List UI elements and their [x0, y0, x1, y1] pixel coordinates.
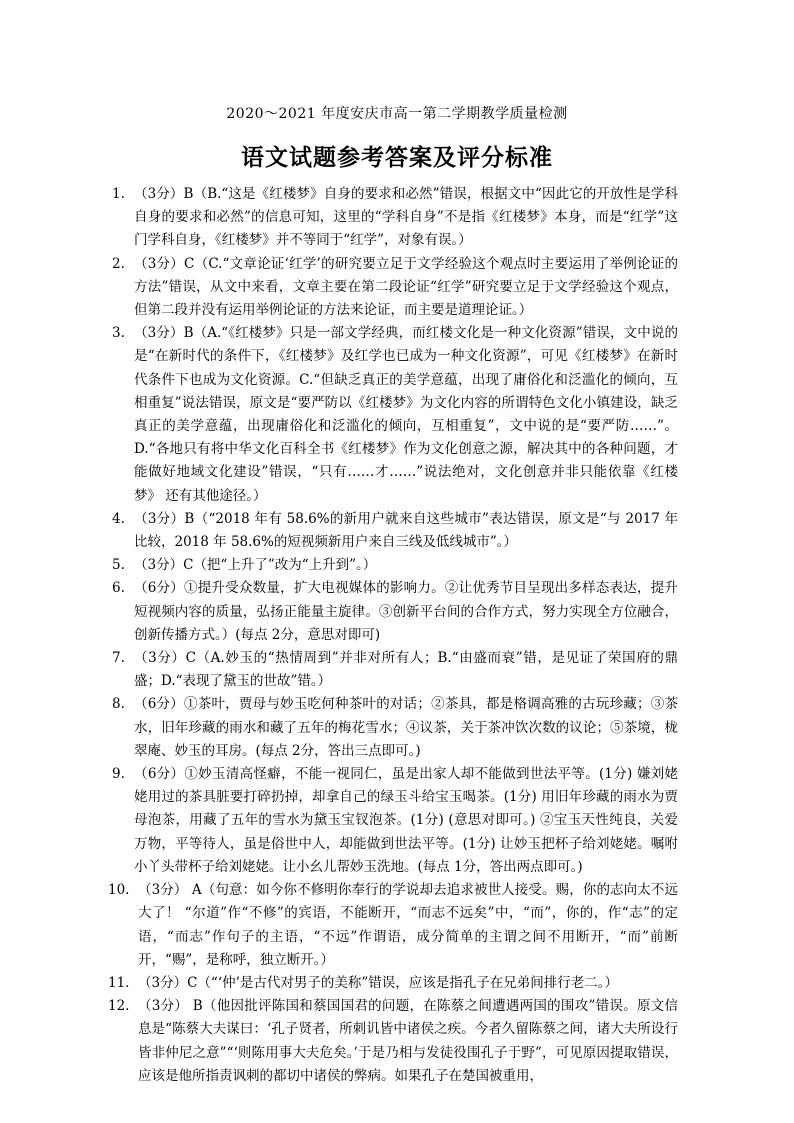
answer-item-3	[112, 322, 678, 508]
answer-number: 12.	[108, 998, 130, 1015]
answer-item-5	[112, 554, 678, 577]
answer-number: 3.	[112, 325, 125, 342]
answer-text: （6分）①提升受众数量，扩大电视媒体的影响力。②让优秀节目呈现出多样态表达，提升短视频内容的质量，弘扬正能量主旋律。③创新平台间的合作方式，努力实现全方位融合，创新传播方式。）(每点 2分，意思对即可)	[134, 580, 678, 643]
answer-item-12	[108, 995, 678, 1088]
answer-number: 9.	[112, 766, 125, 783]
answer-item-11	[108, 972, 678, 995]
answer-number: 8.	[112, 696, 125, 713]
answer-text: （3分）C（“‘仲’是古代对男子的美称”错误，应该是指孔子在兄弟间排行老二。）	[138, 974, 619, 991]
answer-text: （3分）B（“2018 年有 58.6%的新用户就来自这些城市”表达错误，原文是“与 2017 年比较，2018 年 58.6%的短视频新用户来自三线及低线城市”。）	[134, 510, 678, 551]
page-title: 语文试题参考答案及评分标准	[241, 144, 553, 171]
answer-item-4	[112, 508, 678, 554]
answer-number: 5.	[112, 557, 125, 574]
answer-item-8	[112, 693, 678, 763]
answer-text: （6分）①茶叶，贾母与妙玉吃何种茶叶的对话；②茶具，都是格调高雅的古玩珍藏；③茶水，旧年珍藏的雨水和藏了五年的梅花雪水；④议茶，关于茶冲饮次数的议论；⑤茶境，栊翠庵、妙玉的耳房。(每点 2分，答出三点即可。)	[134, 696, 678, 759]
answer-number: 6.	[112, 580, 125, 597]
answer-text: （3分） B（他因批评陈国和蔡国国君的问题，在陈蔡之间遭遇两国的围攻”错误。原文信息是“陈蔡大夫谋曰：‘孔子贤者，所刺讥皆中诸侯之疾。今者久留陈蔡之间，诸大夫所设行皆非仲尼之意”“‘则陈用事大夫危矣。’于是乃相与发徒役围孔子于野”，可见原因提取错误，应该是他所指责讽刺的都切中诸侯的弊病。如果孔子在楚国被重用，	[138, 998, 678, 1084]
answer-text: （3分） A（句意：如今你不修明你奉行的学说却去追求被世人接受。赐，你的志向太不远大了！ “尔道”作“不修”的宾语，不能断开，“而志不远矣”中，“而”，你的，作“志”的定语，“而志”作句子的主语，“不远”作谓语，成分简单的主谓之间不用断开，“而”前断开，“赐”，是称呼，独立断开。）	[138, 882, 678, 968]
answer-number: 1.	[112, 186, 125, 202]
answer-number: 4.	[112, 510, 125, 527]
exam-subtitle: 2020～2021 年度安庆市高一第二学期教学质量检测	[226, 106, 568, 122]
answer-list	[108, 183, 678, 1088]
answer-item-1	[112, 183, 678, 253]
answer-text: （3分）B（B.“这是《红楼梦》自身的要求和必然”错误，根据文中“因此它的开放性是学科自身的要求和必然”的信息可知，这里的“学科自身”不是指《红楼梦》本身，而是“红学”这门学科自身，《红楼梦》并不等同于“红学”，对象有误。）	[134, 186, 678, 249]
answer-text: （3分）B（A.“《红楼梦》只是一部文学经典，而红楼文化是一种文化资源”错误，文中说的是“在新时代的条件下，《红楼梦》及红学也已成为一种文化资源”，可见《红楼梦》在新时代条件下也成为文化资源。C.“但缺乏真正的美学意蕴，出现了庸俗化和泛滥化的倾向，互相重复”说法错误，原文是“要严防以《红楼梦》为文化内容的所谓特色文化小镇建设，缺乏真正的美学意蕴，出现庸俗化和泛滥化的倾向，互相重复”，文中说的是“要严防……”。D.“各地只有将中华文化百科全书《红楼梦》作为文化创意之源，解决其中的各种问题，才能做好地域文化建设”错误，“只有……才……”说法绝对，文化创意并非只能依靠《红楼梦》 还有其他途径。）	[134, 325, 678, 504]
answer-number: 11.	[108, 974, 130, 991]
answer-number: 10.	[108, 882, 130, 899]
answer-number: 2.	[112, 255, 125, 272]
answer-item-10	[108, 879, 678, 972]
answer-text: （3分）C（C.“文章论证‘红学’的研究要立足于文学经验这个观点时主要运用了举例论证的方法”错误，从文中来看，文章主要在第二段论证“红学”研究要立足于文学经验这个观点，但第二段并没有运用举例论证的方法来论证，而主要是道理论证。）	[134, 255, 678, 319]
answer-text: （3分）C（A.妙玉的“热情周到”并非对所有人；B.“由盛而衰”错，是见证了荣国府的鼎盛；D.“表现了黛玉的世故”错。）	[134, 650, 678, 690]
answer-item-7	[112, 647, 678, 693]
answer-text: （3分）C（把“上升了”改为“上升到”。）	[134, 557, 377, 574]
answer-item-6	[112, 577, 678, 647]
answer-item-9	[112, 763, 678, 879]
answer-text: （6分）①妙玉清高怪癖，不能一视同仁，虽是出家人却不能做到世法平等。(1分) 嫌刘姥姥用过的茶具脏要打碎扔掉，却拿自己的绿玉斗给宝玉喝茶。(1分) 用旧年珍藏的雨水为贾母泡茶，用藏了五年的雪水为黛玉宝钗泡茶。(1分) (意思对即可。) ②宝玉天性纯良，关爱万物，平等待人，虽是俗世中人，却能做到世法平等。(1分) 让妙玉把杯子给刘姥姥。嘱咐小丫头带杯子给刘姥姥。让小幺儿帮妙玉洗地。(每点 1分，答出两点即可。)	[134, 766, 678, 875]
answer-number: 7.	[112, 650, 125, 667]
answer-item-2	[112, 253, 678, 323]
